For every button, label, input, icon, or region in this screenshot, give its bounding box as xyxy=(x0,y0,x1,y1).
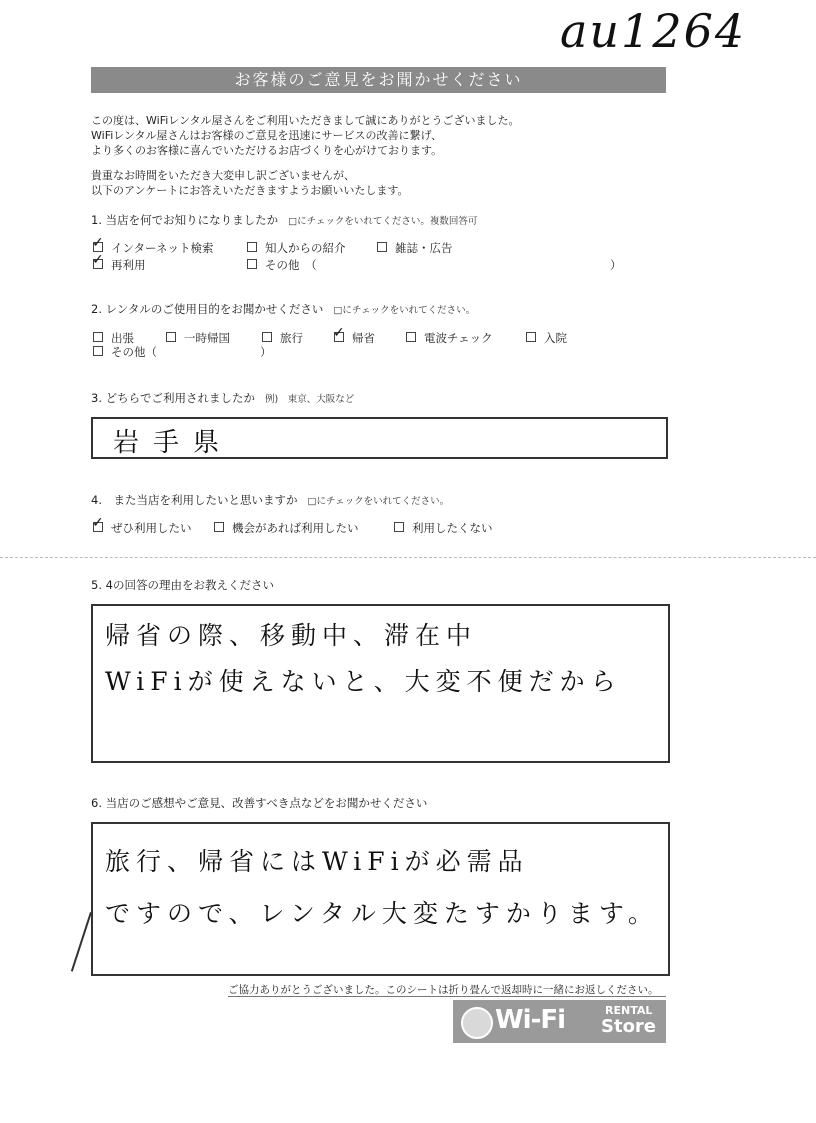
q2-option-hospital[interactable]: 入院 xyxy=(526,330,567,346)
logo-store: Store xyxy=(601,1016,657,1037)
q5-answer-line-2: WiFiが使えないと、大変不便だから xyxy=(105,667,622,696)
q2-option-temp-return[interactable]: 一時帰国 xyxy=(166,330,230,346)
checkbox[interactable] xyxy=(526,332,536,342)
wifi-rental-store-logo xyxy=(453,1000,666,1043)
q4-option-definitely[interactable]: ✓ ぜひ利用したい xyxy=(92,515,192,535)
q5-answer-line-1: 帰省の際、移動中、滞在中 xyxy=(105,621,478,650)
q4-option-no[interactable]: 利用したくない xyxy=(394,520,493,536)
q1-option-friend[interactable]: 知人からの紹介 xyxy=(247,240,346,256)
checkbox[interactable] xyxy=(377,242,387,252)
intro-line-4: 貴重なお時間をいただき大変申し訳ございませんが、 xyxy=(91,169,355,182)
q6-answer-line-1: 旅行、帰省にはWiFiが必需品 xyxy=(105,847,529,876)
form-id-handwritten: au1264 xyxy=(560,4,747,58)
check-mark-icon: ✓ xyxy=(92,515,104,531)
q1-option-internet[interactable]: ✓ インターネット検索 xyxy=(92,235,214,255)
checkbox[interactable] xyxy=(262,332,272,342)
q2-option-other[interactable]: その他（ xyxy=(93,344,157,360)
question-3 xyxy=(91,390,354,406)
q3-answer-box[interactable] xyxy=(91,417,668,459)
q2-option-business[interactable]: 出張 xyxy=(93,330,134,346)
question-2-label: 2. レンタルのご使用目的をお聞かせください xyxy=(91,302,324,316)
question-2-note: □にチェックをいれてください。 xyxy=(333,305,476,316)
question-4 xyxy=(91,492,449,508)
checkbox[interactable] xyxy=(93,332,103,342)
check-mark-icon: ✓ xyxy=(333,325,345,341)
checkbox-checked[interactable] xyxy=(92,235,104,252)
check-mark-icon: ✓ xyxy=(92,252,104,268)
q1-other-close-paren: ） xyxy=(610,258,622,272)
q2-option-travel[interactable]: 旅行 xyxy=(262,330,303,346)
intro-line-1: この度は、WiFiレンタル屋さんをご利用いただきまして誠にありがとうございました。 xyxy=(91,114,520,127)
checkbox[interactable] xyxy=(166,332,176,342)
checkbox[interactable] xyxy=(214,522,224,532)
question-1-label: 1. 当店を何でお知りになりましたか xyxy=(91,213,279,227)
checkbox[interactable] xyxy=(247,259,257,269)
q2-option-homecoming[interactable]: ✓ 帰省 xyxy=(333,325,375,345)
question-4-label: 4. また当店を利用したいと思いますか xyxy=(91,493,298,507)
logo-brand: Wi-Fi xyxy=(495,1005,566,1035)
q3-answer: 岩手県 xyxy=(113,428,234,458)
checkbox[interactable] xyxy=(247,242,257,252)
q2-other-close-paren: ） xyxy=(260,345,272,359)
pen-stroke xyxy=(71,912,92,972)
footer-divider xyxy=(228,996,666,997)
checkbox[interactable] xyxy=(394,522,404,532)
checkbox[interactable] xyxy=(93,346,103,356)
question-1-note: □にチェックをいれてください。複数回答可 xyxy=(288,216,478,227)
q1-option-other[interactable]: その他 （ xyxy=(247,257,317,273)
question-5-label: 5. 4の回答の理由をお教えください xyxy=(91,578,274,592)
intro-line-2: WiFiレンタル屋さんはお客様のご意見を迅速にサービスの改善に繋げ、 xyxy=(91,129,443,142)
question-4-note: □にチェックをいれてください。 xyxy=(307,496,450,507)
fold-line xyxy=(0,557,816,558)
logo-rental: RENTAL xyxy=(605,1004,653,1017)
question-2 xyxy=(91,301,475,317)
q2-option-signal-check[interactable]: 電波チェック xyxy=(406,330,493,346)
checkbox-checked[interactable] xyxy=(333,325,345,342)
q5-answer-box[interactable] xyxy=(91,604,670,763)
checkbox[interactable] xyxy=(406,332,416,342)
question-3-note: 例) 東京、大阪など xyxy=(265,394,355,405)
question-3-label: 3. どちらでご利用されましたか xyxy=(91,391,256,405)
mascot-icon xyxy=(461,1007,493,1039)
checkbox-checked[interactable] xyxy=(92,515,104,532)
q1-option-reuse[interactable]: ✓ 再利用 xyxy=(92,252,146,272)
q6-answer-line-2: ですので、レンタル大変たすかります。 xyxy=(105,899,659,928)
check-mark-icon: ✓ xyxy=(92,235,104,251)
footer-thanks: ご協力ありがとうございました。このシートは折り畳んで返却時に一緒にお返しください。 xyxy=(228,984,659,996)
q6-answer-box[interactable] xyxy=(91,822,670,976)
question-6-label: 6. 当店のご感想やご意見、改善すべき点などをお聞かせください xyxy=(91,796,428,810)
q1-option-magazine[interactable]: 雑誌・広告 xyxy=(377,240,453,256)
q4-option-maybe[interactable]: 機会があれば利用したい xyxy=(214,520,359,536)
intro-line-3: より多くのお客様に喜んでいただけるお店づくりを心がけております。 xyxy=(91,144,443,157)
survey-title: お客様のご意見をお聞かせください xyxy=(91,67,666,93)
question-1 xyxy=(91,212,477,228)
checkbox-checked[interactable] xyxy=(92,252,104,269)
intro-line-5: 以下のアンケートにお答えいただきますようお願いいたします。 xyxy=(91,184,409,197)
